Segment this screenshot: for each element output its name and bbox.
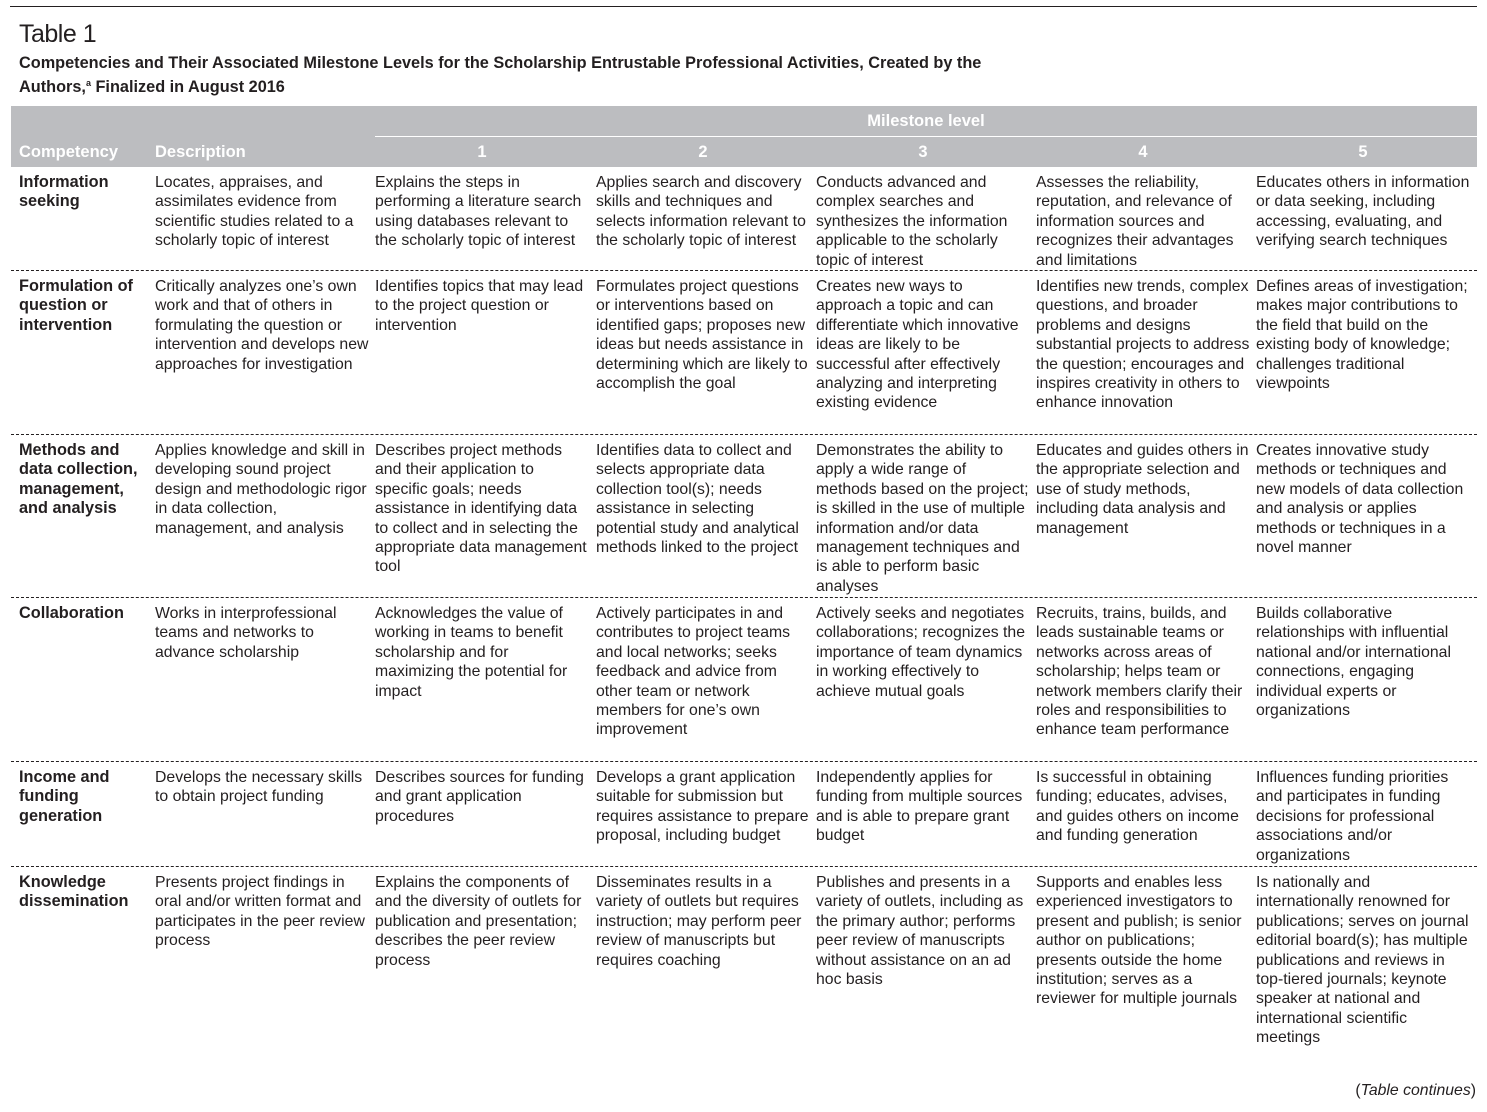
description-cell: Develops the necessary skills to obtain project funding (155, 769, 363, 806)
table-continues-text: Table continues (1360, 1082, 1471, 1099)
level-5-cell: Creates innovative study methods or techniques and new models of data collection and analysis or applies methods or techniques in a novel manner (1256, 442, 1464, 557)
caption-line2-post: Finalized in August 2016 (90, 77, 285, 96)
col-header-level-3: 3 (918, 143, 928, 161)
col-header-level-5: 5 (1358, 143, 1368, 161)
level-5-cell: Builds collaborative relationships with influential national and/or international connections, engaging individual experts or organizations (1256, 605, 1451, 720)
milestone-level-header: Milestone level (867, 112, 985, 130)
table-header (11, 106, 1477, 167)
competency-cell: Methods and data collection, management, and analysis (19, 441, 138, 518)
table-continues-note (1355, 1082, 1476, 1100)
level-5-cell: Educates others in information or data seeking, including accessing, evaluating, and verifying search techniques (1256, 174, 1470, 250)
level-2-cell: Applies search and discovery skills and techniques and selects information relevant to the scholarly topic of interest (596, 174, 806, 250)
table-row-methods (11, 435, 1477, 598)
table-row-formulation (11, 271, 1477, 435)
col-header-competency: Competency (19, 143, 119, 161)
paren-close: ) (1470, 1082, 1476, 1099)
paren-open: ( (1355, 1082, 1361, 1099)
description-cell: Locates, appraises, and assimilates evidence from scientific studies related to a scholarly topic of interest (155, 174, 354, 250)
competency-cell: Collaboration (19, 604, 124, 622)
table-row-collaboration (11, 598, 1477, 762)
competency-cell: Income and funding generation (19, 768, 110, 825)
level-4-cell: Supports and enables less experienced investigators to present and publish; is senior author on publications; presents outside the home institution; serves as a reviewer for multiple journals (1036, 874, 1242, 1008)
top-rule (10, 6, 1477, 7)
level-4-cell: Assesses the reliability, reputation, and relevance of information sources and recognizes their advantages and limitations (1036, 174, 1234, 269)
description-cell: Applies knowledge and skill in developing sound project design and methodologic rigor in data collection, management, and analysis (155, 442, 367, 537)
competency-cell: Information seeking (19, 173, 109, 211)
caption-line2-pre: Authors, (19, 77, 86, 96)
col-header-description: Description (155, 143, 246, 161)
level-3-cell: Conducts advanced and complex searches and synthesizes the information applicable to the scholarly topic of interest (816, 174, 1008, 269)
competency-cell: Formulation of question or intervention (19, 277, 133, 334)
level-1-cell: Explains the steps in performing a literature search using databases relevant to the scholarly topic of interest (375, 174, 582, 250)
level-1-cell: Describes sources for funding and grant application procedures (375, 769, 584, 825)
caption-line1: Competencies and Their Associated Milestone Levels for the Scholarship Entrustable Professional Activities, Created by the (19, 54, 982, 72)
col-header-level-2: 2 (698, 143, 708, 161)
level-2-cell: Formulates project questions or interventions based on identified gaps; proposes new ideas but needs assistance in determining which are likely to accomplish the goal (596, 278, 808, 393)
level-4-cell: Recruits, trains, builds, and leads sustainable teams or networks across areas of scholarship; helps team or network members clarify their roles and responsibilities to enhance team performance (1036, 605, 1243, 739)
table-row-information-seeking (11, 167, 1477, 271)
table-caption (19, 54, 1099, 97)
level-3-cell: Creates new ways to approach a topic and can differentiate which innovative ideas are likely to be successful after effectively analyzing and interpreting existing evidence (816, 278, 1019, 412)
table-label: Table 1 (19, 20, 97, 48)
level-1-cell: Acknowledges the value of working in teams to benefit scholarship and for maximizing the potential for impact (375, 605, 568, 700)
level-2-cell: Actively participates in and contributes to project teams and local networks; seeks feedback and advice from other team or network members for one’s own improvement (596, 605, 791, 739)
level-2-cell: Disseminates results in a variety of outlets but requires instruction; may perform peer review of manuscripts but requires coaching (596, 874, 802, 969)
col-header-level-4: 4 (1138, 143, 1148, 161)
level-5-cell: Influences funding priorities and participates in funding decisions for professional associations and/or organizations (1256, 769, 1449, 864)
level-1-cell: Identifies topics that may lead to the project question or intervention (375, 278, 584, 334)
level-2-cell: Develops a grant application suitable for submission but requires assistance to prepare proposal, including budget (596, 769, 809, 845)
col-header-level-1: 1 (477, 143, 487, 161)
level-2-cell: Identifies data to collect and selects appropriate data collection tool(s); needs assistance in selecting potential study and analytical methods linked to the project (596, 442, 799, 557)
level-4-cell: Educates and guides others in the appropriate selection and use of study methods, including data analysis and management (1036, 442, 1249, 537)
level-3-cell: Demonstrates the ability to apply a wide range of methods based on the project; is skilled in the use of multiple information and/or data management techniques and is able to perform basic analyses (816, 442, 1029, 595)
footnote-marker: a (85, 77, 91, 88)
description-cell: Critically analyzes one’s own work and that of others in formulating the question or intervention and develops new approaches for investigation (155, 278, 369, 373)
level-1-cell: Describes project methods and their application to specific goals; needs assistance in identifying data to collect and in selecting the appropriate data management tool (375, 442, 587, 576)
level-4-cell: Is successful in obtaining funding; educates, advises, and guides others on income and funding generation (1036, 769, 1239, 845)
competency-cell: Knowledge dissemination (19, 873, 129, 911)
level-5-cell: Is nationally and internationally renowned for publications; serves on journal editorial board(s); has multiple publications and reviews in top-tiered journals; keynote speaker at national and international scientific meetings (1256, 874, 1469, 1047)
level-5-cell: Defines areas of investigation; makes major contributions to the field that build on the existing body of knowledge; challenges traditional viewpoints (1256, 278, 1468, 393)
table-row-knowledge-dissemination (11, 867, 1477, 1067)
description-cell: Presents project findings in oral and/or written format and participates in the peer review process (155, 874, 365, 950)
description-cell: Works in interprofessional teams and networks to advance scholarship (155, 605, 337, 661)
level-4-cell: Identifies new trends, complex questions, and broader problems and designs substantial projects to address the question; encourages and inspires creativity in others to enhance innovation (1036, 278, 1250, 412)
level-1-cell: Explains the components of and the diversity of outlets for publication and presentation; describes the peer review process (375, 874, 582, 969)
level-3-cell: Publishes and presents in a variety of outlets, including as the primary author; performs peer review of manuscripts without assistance on an ad hoc basis (816, 874, 1024, 989)
level-3-cell: Independently applies for funding from multiple sources and is able to prepare grant budget (816, 769, 1023, 845)
table-row-income-funding (11, 762, 1477, 867)
competency-table (11, 106, 1477, 1067)
level-3-cell: Actively seeks and negotiates collaborations; recognizes the importance of team dynamics in working effectively to achieve mutual goals (816, 605, 1025, 700)
header-divider (375, 136, 1477, 137)
